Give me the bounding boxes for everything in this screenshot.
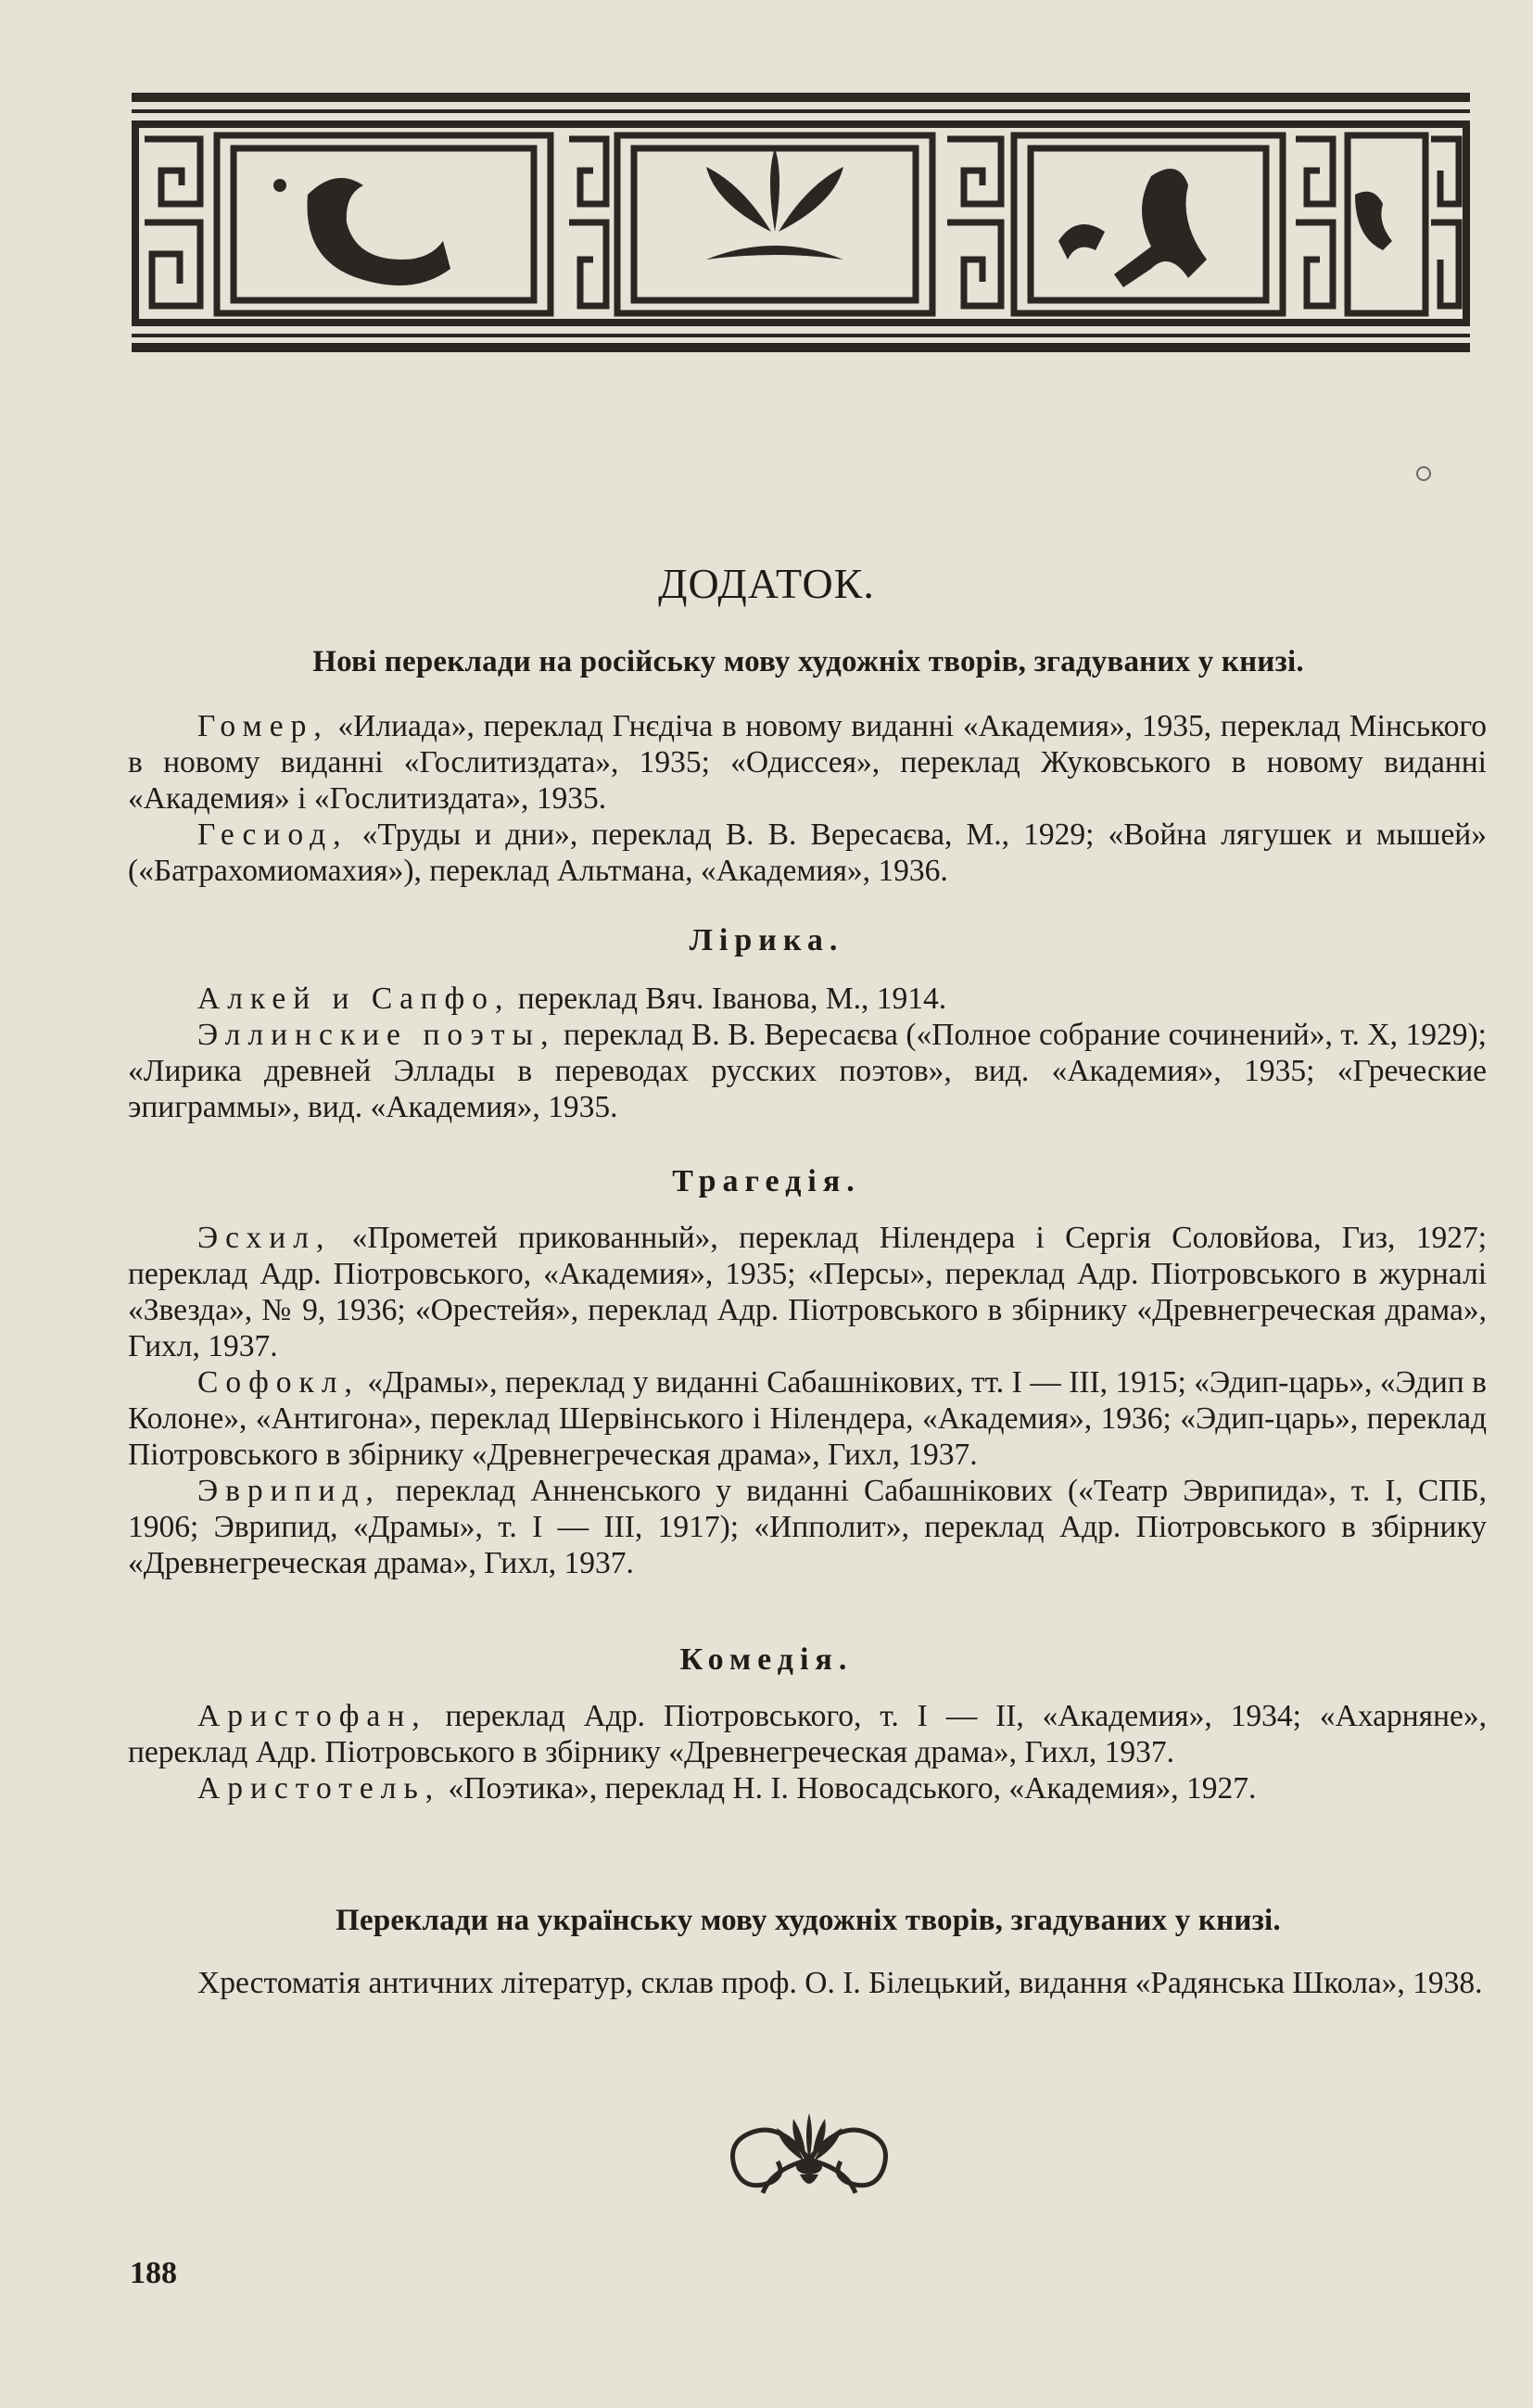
print-speck	[1416, 466, 1431, 481]
entry-text: «Драмы», переклад у виданні Сабашнікових, тт. I — III, 1915; «Эдип-царь», «Эдип в Колоне», «Антигона», переклад Шервінського і Нілендера, «Академия», 1936; «Эдип-царь», переклад Піотровського в збірнику «Древнегреческая драма», Гихл, 1937.	[128, 1365, 1487, 1472]
entry-text: переклад Вяч. Іванова, М., 1914.	[510, 982, 947, 1016]
entry-hellenic-poets	[128, 1017, 1487, 1125]
entry-text: переклад Анненського у виданні Сабашнікових («Театр Эврипида», т. I, СПБ, 1906; Эврипид, «Драмы», т. I — III, 1917); «Ипполит», переклад Адр. Піотровського в збірнику «Древнегреческая драма», Гихл, 1937.	[128, 1474, 1487, 1580]
author-name: Аристотель,	[197, 1771, 441, 1806]
entry-hesiod	[128, 817, 1487, 889]
entry-text: «Илиада», переклад Гнєдіча в новому виданні «Академия», 1935, переклад Мінського в новому виданні «Гослитиздата», 1935; «Одиссея», переклад Жуковського в новому виданні «Академия» і «Гослитиздата», 1935.	[128, 709, 1487, 816]
entry-alkey-sappho	[128, 981, 1487, 1017]
author-name: Эллинские поэты,	[197, 1018, 556, 1052]
author-name: Гомер,	[197, 709, 329, 743]
author-name: Гесиод,	[197, 817, 348, 852]
entry-sophocles	[128, 1364, 1487, 1473]
tragedy-block	[128, 1220, 1487, 1581]
entry-text: «Прометей прикованный», переклад Нілендера і Сергія Соловйова, Гиз, 1927; переклад Адр. Піотровського, «Академия», 1935; «Персы», переклад Адр. Піотровського в журналі «Звезда», № 9, 1936; «Орестейя», переклад Адр. Піотровського в збірнику «Древнегреческая драма», Гихл, 1937.	[128, 1221, 1487, 1363]
meander-frieze-icon	[132, 93, 1470, 354]
entry-euripides	[128, 1473, 1487, 1581]
footer-ornament	[712, 2106, 906, 2208]
subheading-comedy: Комедія.	[679, 1642, 854, 1677]
entry-aeschylus	[128, 1220, 1487, 1364]
author-name: Эврипид,	[197, 1474, 381, 1508]
entry-text: переклад Адр. Піотровського, т. I — II, «Академия», 1934; «Ахарняне», переклад Адр. Піотровського в збірнику «Древнегреческая драма», Гихл, 1937.	[128, 1699, 1487, 1769]
section-heading-ukrainian-translations: Переклади на українську мову художніх творів, згадуваних у книзі.	[336, 1904, 1281, 1937]
entry-text: «Труды и дни», переклад В. В. Вересаєва, М., 1929; «Война лягушек и мышей» («Батрахомиомахия»), переклад Альтмана, «Академия», 1936.	[128, 817, 1487, 888]
author-name: Аристофан,	[197, 1699, 427, 1733]
entry-text: «Поэтика», переклад Н. І. Новосадського, «Академия», 1927.	[440, 1771, 1257, 1806]
subheading-tragedy: Трагедія.	[672, 1164, 861, 1198]
header-ornament-band	[132, 93, 1470, 354]
russian-epic-block	[128, 708, 1487, 889]
ukrainian-block	[128, 1965, 1487, 2001]
palmette-ornament-icon	[712, 2106, 906, 2208]
author-name: Алкей и Сапфо,	[197, 982, 511, 1016]
section-heading-russian-translations: Нові переклади на російську мову художніх творів, згадуваних у книзі.	[312, 645, 1304, 678]
comedy-block	[128, 1698, 1487, 1806]
entry-anthology: Хрестоматія античних літератур, склав проф. О. І. Білецький, видання «Радянська Школа», 1938.	[197, 1966, 1483, 2000]
lyric-block	[128, 981, 1487, 1125]
entry-aristotle	[128, 1770, 1487, 1806]
subheading-lyric: Лірика.	[689, 923, 844, 957]
page-number: 188	[130, 2256, 177, 2290]
entry-aristophanes	[128, 1698, 1487, 1770]
author-name: Софокл,	[197, 1365, 360, 1400]
page-title: ДОДАТОК.	[658, 560, 875, 607]
author-name: Эсхил,	[197, 1221, 332, 1255]
entry-homer	[128, 708, 1487, 817]
entry-text: переклад В. В. Вересаєва («Полное собрание сочинений», т. X, 1929); «Лирика древней Эллады в переводах русских поэтов», вид. «Академия», 1935; «Греческие эпиграммы», вид. «Академия», 1935.	[128, 1018, 1487, 1124]
